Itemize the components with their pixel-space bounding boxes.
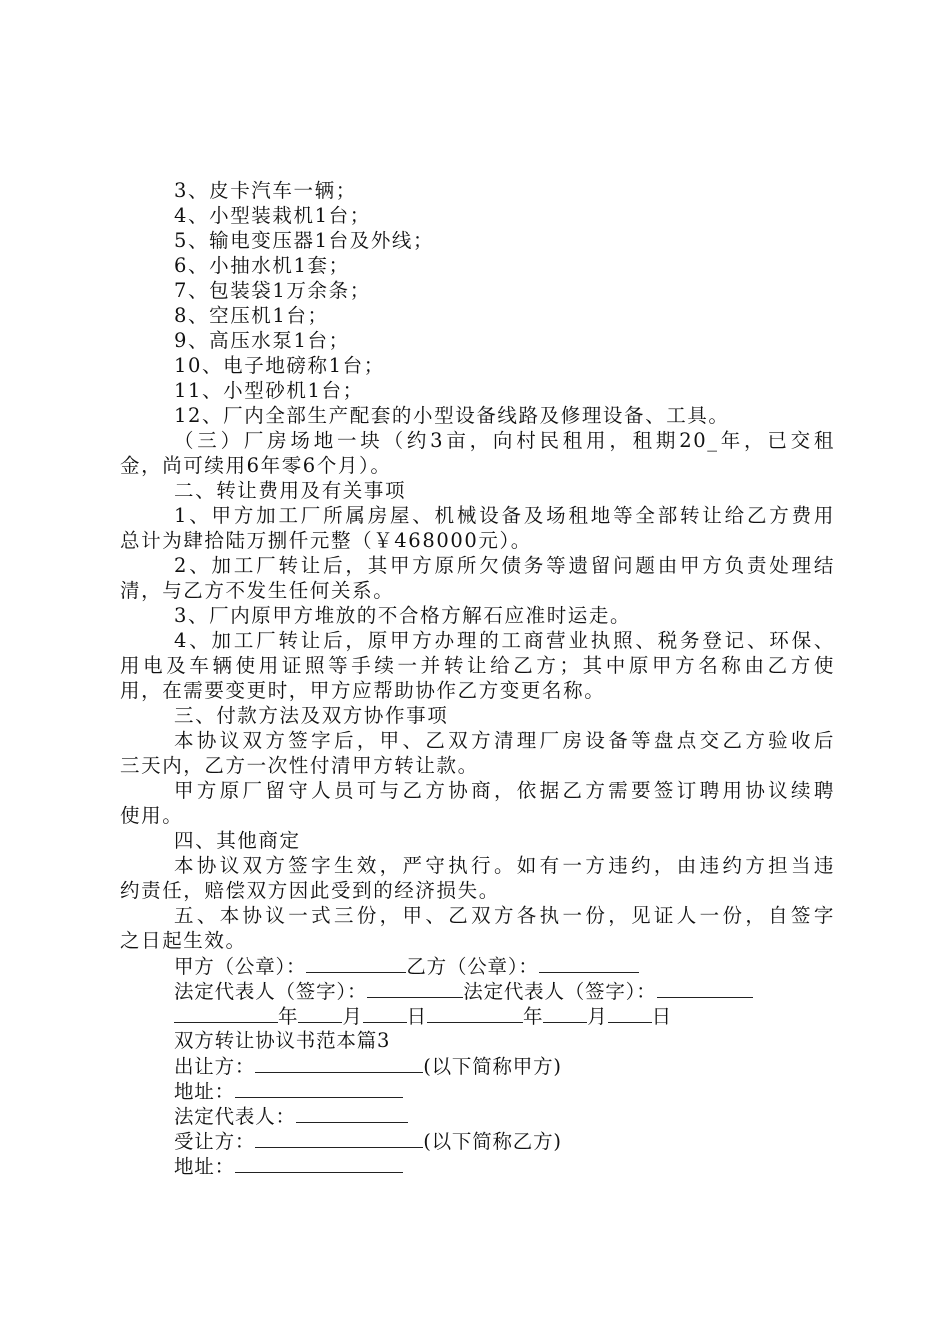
month-a-blank[interactable] (298, 1003, 342, 1023)
month-b-label: 月 (587, 1005, 608, 1028)
transferee-note: (以下简称乙方) (423, 1130, 562, 1153)
section-heading: 三、付款方法及双方协作事项 (174, 704, 449, 727)
site-paragraph-line: 金，尚可续用6年零6个月）。 (120, 454, 392, 477)
rep-a-label: 法定代表人（签字）： (174, 980, 368, 1003)
paragraph-line: 本协议双方签字后，甲、乙双方清理厂房设备等盘点交乙方验收后 (174, 729, 835, 752)
paragraph-line: 用，在需要变更时，甲方应帮助协作乙方变更名称。 (120, 679, 606, 702)
equipment-item: 8、空压机1台； (174, 304, 329, 327)
equipment-item: 9、高压水泵1台； (174, 329, 350, 352)
party-a-seal-label: 甲方（公章）： (174, 955, 307, 978)
equipment-item: 10、电子地磅称1台； (174, 354, 385, 377)
day-a-blank[interactable] (363, 1003, 407, 1023)
transferor-blank[interactable] (255, 1053, 423, 1073)
legal-rep-label: 法定代表人： (174, 1105, 296, 1128)
party-a-seal-blank[interactable] (306, 953, 406, 973)
rep-b-label: 法定代表人（签字）： (463, 980, 657, 1003)
equipment-item: 11、小型砂机1台； (174, 379, 364, 402)
transferee-blank[interactable] (255, 1128, 423, 1148)
transferee-line (120, 1128, 835, 1153)
document-body (120, 178, 835, 1178)
address-line (120, 1078, 835, 1103)
party-b-seal-blank[interactable] (539, 953, 639, 973)
paragraph-line: 甲方原厂留守人员可与乙方协商，依据乙方需要签订聘用协议续聘 (174, 779, 835, 802)
seal-line (120, 953, 835, 978)
address2-label: 地址： (174, 1155, 235, 1178)
paragraph-line: 1、甲方加工厂所属房屋、机械设备及场租地等全部转让给乙方费用 (174, 504, 835, 527)
address-blank[interactable] (235, 1078, 403, 1098)
transferee-label: 受让方： (174, 1130, 256, 1153)
sample3-title: 双方转让协议书范本篇3 (174, 1029, 391, 1052)
equipment-item: 5、输电变压器1台及外线； (174, 229, 435, 252)
address2-blank[interactable] (235, 1153, 403, 1173)
paragraph-line: 约责任，赔偿双方因此受到的经济损失。 (120, 879, 500, 902)
year-b-blank[interactable] (427, 1003, 523, 1023)
party-b-seal-label: 乙方（公章）： (406, 955, 539, 978)
paragraph-line: 五、本协议一式三份，甲、乙双方各执一份，见证人一份，自签字 (174, 904, 835, 927)
address2-line (120, 1153, 835, 1178)
paragraph-line: 清，与乙方不发生任何关系。 (120, 579, 395, 602)
equipment-item: 12、厂内全部生产配套的小型设备线路及修理设备、工具。 (174, 404, 730, 427)
paragraph-line: 使用。 (120, 804, 184, 827)
equipment-item: 3、皮卡汽车一辆； (174, 179, 357, 202)
rep-a-blank[interactable] (367, 978, 463, 998)
transferor-label: 出让方： (174, 1055, 256, 1078)
section-heading: 四、其他商定 (174, 829, 301, 852)
paragraph-line: 总计为肆拾陆万捌仟元整（￥468000元）。 (120, 529, 532, 552)
day-b-blank[interactable] (608, 1003, 652, 1023)
year-b-label: 年 (522, 1005, 544, 1028)
paragraph-line: 之日起生效。 (120, 929, 247, 952)
month-a-label: 月 (342, 1005, 363, 1028)
paragraph-line: 3、厂内原甲方堆放的不合格方解石应准时运走。 (174, 604, 632, 627)
year-a-label: 年 (278, 1005, 299, 1028)
representative-line (120, 978, 835, 1003)
paragraph-line: 2、加工厂转让后，其甲方原所欠债务等遗留问题由甲方负责处理结 (174, 554, 835, 577)
equipment-item: 4、小型装栽机1台； (174, 204, 371, 227)
day-a-label: 日 (406, 1005, 427, 1028)
legal-rep-blank[interactable] (296, 1103, 408, 1123)
year-a-blank[interactable] (174, 1003, 278, 1023)
address-label: 地址： (174, 1080, 235, 1103)
paragraph-line: 用电及车辆使用证照等手续一并转让给乙方；其中原甲方名称由乙方使 (120, 654, 835, 677)
site-paragraph-line: （三）厂房场地一块（约3亩，向村民租用，租期20_年，已交租 (174, 429, 835, 452)
date-line (120, 1003, 835, 1028)
transferor-line (120, 1053, 835, 1078)
equipment-item: 7、包装袋1万余条； (174, 279, 371, 302)
transferor-note: (以下简称甲方) (423, 1055, 562, 1078)
section-heading: 二、转让费用及有关事项 (174, 479, 407, 502)
rep-b-blank[interactable] (657, 978, 753, 998)
day-b-label: 日 (651, 1005, 672, 1028)
paragraph-line: 4、加工厂转让后，原甲方办理的工商营业执照、税务登记、环保、 (174, 629, 835, 652)
paragraph-line: 本协议双方签字生效，严守执行。如有一方违约，由违约方担当违 (174, 854, 835, 877)
legal-rep-line (120, 1103, 835, 1128)
month-b-blank[interactable] (543, 1003, 587, 1023)
paragraph-line: 三天内，乙方一次性付清甲方转让款。 (120, 754, 479, 777)
equipment-item: 6、小抽水机1套； (174, 254, 350, 277)
